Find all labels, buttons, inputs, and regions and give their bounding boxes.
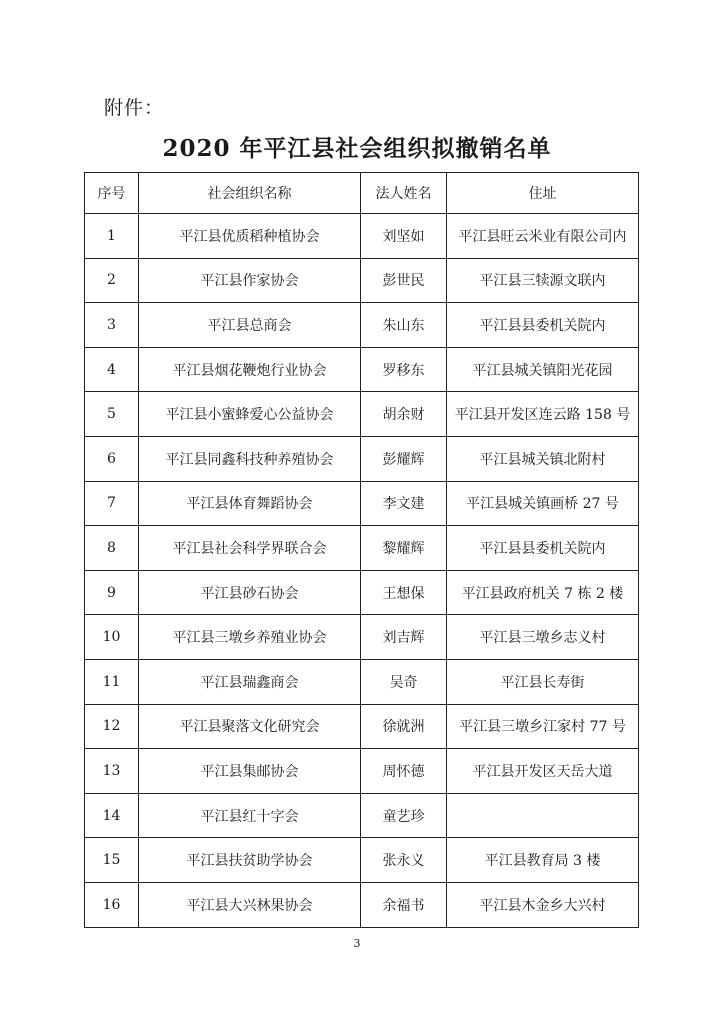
- legal-person: 余福书: [361, 882, 447, 927]
- table-row: [85, 749, 639, 794]
- row-index: 11: [85, 659, 139, 704]
- table-row: [85, 392, 639, 437]
- row-index: 13: [85, 749, 139, 794]
- table-row: [85, 258, 639, 303]
- legal-person: 刘坚如: [361, 214, 447, 259]
- page-number: 3: [353, 937, 361, 950]
- org-name: 平江县社会科学界联合会: [139, 526, 361, 571]
- legal-person: 周怀德: [361, 749, 447, 794]
- row-index: 10: [85, 615, 139, 660]
- address: 平江县政府机关 7 栋 2 楼: [447, 570, 639, 615]
- row-index: 8: [85, 526, 139, 571]
- address: 平江县旺云米业有限公司内: [447, 214, 639, 259]
- legal-person: 李文建: [361, 481, 447, 526]
- attachment-label: 附件：: [104, 97, 165, 119]
- row-index: 5: [85, 392, 139, 437]
- row-index: 1: [85, 214, 139, 259]
- address: 平江县三墩乡江家村 77 号: [447, 704, 639, 749]
- header-address: 住址: [447, 173, 639, 214]
- legal-person: 王想保: [361, 570, 447, 615]
- address: 平江县城关镇画桥 27 号: [447, 481, 639, 526]
- header-legal-person: 法人姓名: [361, 173, 447, 214]
- table-row: [85, 481, 639, 526]
- table-row: [85, 347, 639, 392]
- address: 平江县县委机关院内: [447, 303, 639, 348]
- row-index: 12: [85, 704, 139, 749]
- header-index: 序号: [85, 173, 139, 214]
- row-index: 16: [85, 882, 139, 927]
- table-row: [85, 570, 639, 615]
- address: 平江县三墩乡志义村: [447, 615, 639, 660]
- legal-person: 刘吉辉: [361, 615, 447, 660]
- address: 平江县开发区连云路 158 号: [447, 392, 639, 437]
- org-name: 平江县烟花鞭炮行业协会: [139, 347, 361, 392]
- address: 平江县开发区天岳大道: [447, 749, 639, 794]
- legal-person: 徐就洲: [361, 704, 447, 749]
- legal-person: 朱山东: [361, 303, 447, 348]
- org-name: 平江县扶贫助学协会: [139, 838, 361, 883]
- organization-table: [84, 172, 639, 928]
- address: 平江县县委机关院内: [447, 526, 639, 571]
- address: 平江县城关镇阳光花园: [447, 347, 639, 392]
- table-row: [85, 659, 639, 704]
- legal-person: 彭世民: [361, 258, 447, 303]
- table-row: [85, 882, 639, 927]
- row-index: 9: [85, 570, 139, 615]
- address: [447, 793, 639, 838]
- legal-person: 罗移东: [361, 347, 447, 392]
- org-name: 平江县三墩乡养殖业协会: [139, 615, 361, 660]
- table-header-row: [85, 173, 639, 214]
- org-name: 平江县小蜜蜂爱心公益协会: [139, 392, 361, 437]
- legal-person: 胡余财: [361, 392, 447, 437]
- row-index: 6: [85, 436, 139, 481]
- row-index: 2: [85, 258, 139, 303]
- org-name: 平江县砂石协会: [139, 570, 361, 615]
- table-row: [85, 303, 639, 348]
- table-row: [85, 793, 639, 838]
- org-name: 平江县聚落文化研究会: [139, 704, 361, 749]
- org-name: 平江县同鑫科技种养殖协会: [139, 436, 361, 481]
- org-name: 平江县体育舞蹈协会: [139, 481, 361, 526]
- org-name: 平江县红十字会: [139, 793, 361, 838]
- org-name: 平江县总商会: [139, 303, 361, 348]
- row-index: 3: [85, 303, 139, 348]
- document-title: 2020 年平江县社会组织拟撤销名单: [162, 135, 552, 162]
- table-row: [85, 615, 639, 660]
- legal-person: 吴奇: [361, 659, 447, 704]
- table-row: [85, 526, 639, 571]
- org-name: 平江县作家协会: [139, 258, 361, 303]
- table-row: [85, 436, 639, 481]
- address: 平江县教育局 3 楼: [447, 838, 639, 883]
- header-org-name: 社会组织名称: [139, 173, 361, 214]
- table-row: [85, 214, 639, 259]
- address: 平江县城关镇北附村: [447, 436, 639, 481]
- row-index: 14: [85, 793, 139, 838]
- row-index: 4: [85, 347, 139, 392]
- address: 平江县三犊源文联内: [447, 258, 639, 303]
- table-row: [85, 704, 639, 749]
- legal-person: 童艺珍: [361, 793, 447, 838]
- org-name: 平江县集邮协会: [139, 749, 361, 794]
- org-name: 平江县瑞鑫商会: [139, 659, 361, 704]
- address: 平江县长寿街: [447, 659, 639, 704]
- row-index: 15: [85, 838, 139, 883]
- org-name: 平江县优质稻种植协会: [139, 214, 361, 259]
- row-index: 7: [85, 481, 139, 526]
- address: 平江县木金乡大兴村: [447, 882, 639, 927]
- legal-person: 彭耀辉: [361, 436, 447, 481]
- table-row: [85, 838, 639, 883]
- org-name: 平江县大兴林果协会: [139, 882, 361, 927]
- legal-person: 张永义: [361, 838, 447, 883]
- legal-person: 黎耀辉: [361, 526, 447, 571]
